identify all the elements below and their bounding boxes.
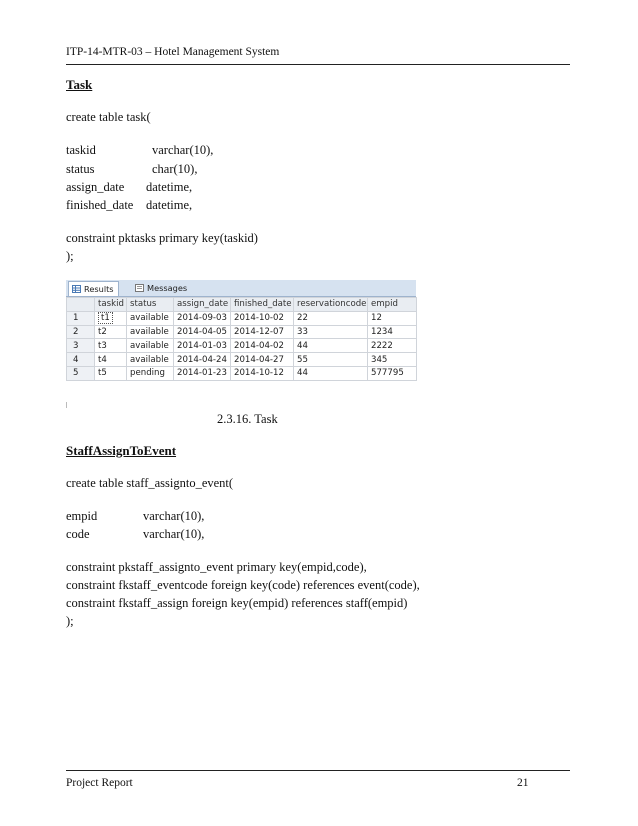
column-name: finished_date [66,198,134,212]
table-cell[interactable]: 2014-04-05 [174,325,231,339]
table-cell[interactable]: 2014-10-02 [231,311,294,325]
row-number: 2 [67,325,95,339]
grid-icon [72,285,81,293]
table-cell[interactable]: available [127,311,174,325]
footer-divider [66,770,570,771]
column-type: varchar(10), [143,509,205,523]
results-grid [66,297,416,381]
messages-icon [135,284,144,292]
table-cell[interactable]: 22 [294,311,368,325]
table-cell[interactable]: 44 [294,339,368,353]
task-constraint-line: constraint pktasks primary key(taskid) [66,231,258,245]
column-header: assign_date [174,298,231,312]
query-results-panel [66,280,416,402]
table-cell[interactable]: 12 [368,311,417,325]
column-header: empid [368,298,417,312]
column-name: status [66,162,95,176]
table-cell[interactable]: 1234 [368,325,417,339]
table-cell[interactable]: 2014-12-07 [231,325,294,339]
tab-messages-label: Messages [147,283,188,293]
table-cell[interactable]: 345 [368,353,417,367]
table-cell[interactable]: 2014-09-03 [174,311,231,325]
table-cell[interactable]: available [127,353,174,367]
panel-edge-line [66,402,67,408]
tab-results-label: Results [84,284,114,294]
column-type: varchar(10), [152,143,214,157]
staff-constraint-line: constraint fkstaff_eventcode foreign key(code) references event(code), [66,578,420,592]
table-row[interactable] [67,353,417,367]
column-header: taskid [95,298,127,312]
table-cell[interactable]: 2014-10-12 [231,366,294,380]
column-name: empid [66,509,98,523]
row-number: 1 [67,311,95,325]
row-number: 3 [67,339,95,353]
row-number: 5 [67,366,95,380]
table-cell[interactable]: 2222 [368,339,417,353]
staff-close-line: ); [66,614,74,628]
column-name: code [66,527,90,541]
table-row[interactable] [67,339,417,353]
footer-label: Project Report [66,777,133,789]
column-header [67,298,95,312]
page-number: 21 [517,777,529,789]
table-cell[interactable]: t3 [95,339,127,353]
table-cell[interactable]: 2014-04-27 [231,353,294,367]
table-cell[interactable]: 33 [294,325,368,339]
table-cell[interactable] [95,311,127,325]
table-row[interactable] [67,325,417,339]
results-header-row [67,298,417,312]
column-header: status [127,298,174,312]
column-type: char(10), [152,162,198,176]
column-type: datetime, [146,180,193,194]
column-type: varchar(10), [143,527,205,541]
figure-caption: 2.3.16. Task [217,412,278,426]
staff-constraint-line: constraint fkstaff_assign foreign key(empid) references staff(empid) [66,596,408,610]
table-cell[interactable]: 2014-01-03 [174,339,231,353]
tab-results[interactable] [68,281,119,296]
table-cell[interactable]: pending [127,366,174,380]
table-row[interactable] [67,366,417,380]
table-cell[interactable]: 55 [294,353,368,367]
table-cell[interactable]: t5 [95,366,127,380]
table-row[interactable] [67,311,417,325]
staff-constraint-line: constraint pkstaff_assignto_event primary key(empid,code), [66,560,367,574]
table-cell[interactable]: 44 [294,366,368,380]
task-close-line: ); [66,249,74,263]
staff-heading: StaffAssignToEvent [66,443,177,458]
table-cell[interactable]: t2 [95,325,127,339]
row-number: 4 [67,353,95,367]
table-cell[interactable]: 2014-04-02 [231,339,294,353]
table-cell[interactable]: available [127,325,174,339]
selected-cell-value: t1 [98,312,113,324]
document-title: ITP-14-MTR-03 – Hotel Management System [66,46,280,58]
table-cell[interactable]: t4 [95,353,127,367]
table-cell[interactable]: 2014-01-23 [174,366,231,380]
column-name: assign_date [66,180,125,194]
task-heading: Task [66,77,93,92]
header-divider [66,64,570,65]
table-cell[interactable]: 577795 [368,366,417,380]
tab-messages[interactable] [132,281,191,295]
column-name: taskid [66,143,96,157]
column-header: reservationcode [294,298,368,312]
staff-create-line: create table staff_assignto_event( [66,476,234,490]
column-header: finished_date [231,298,294,312]
task-create-line: create table task( [66,110,151,124]
column-type: datetime, [146,198,193,212]
table-cell[interactable]: 2014-04-24 [174,353,231,367]
table-cell[interactable]: available [127,339,174,353]
results-tab-bar [66,280,416,297]
